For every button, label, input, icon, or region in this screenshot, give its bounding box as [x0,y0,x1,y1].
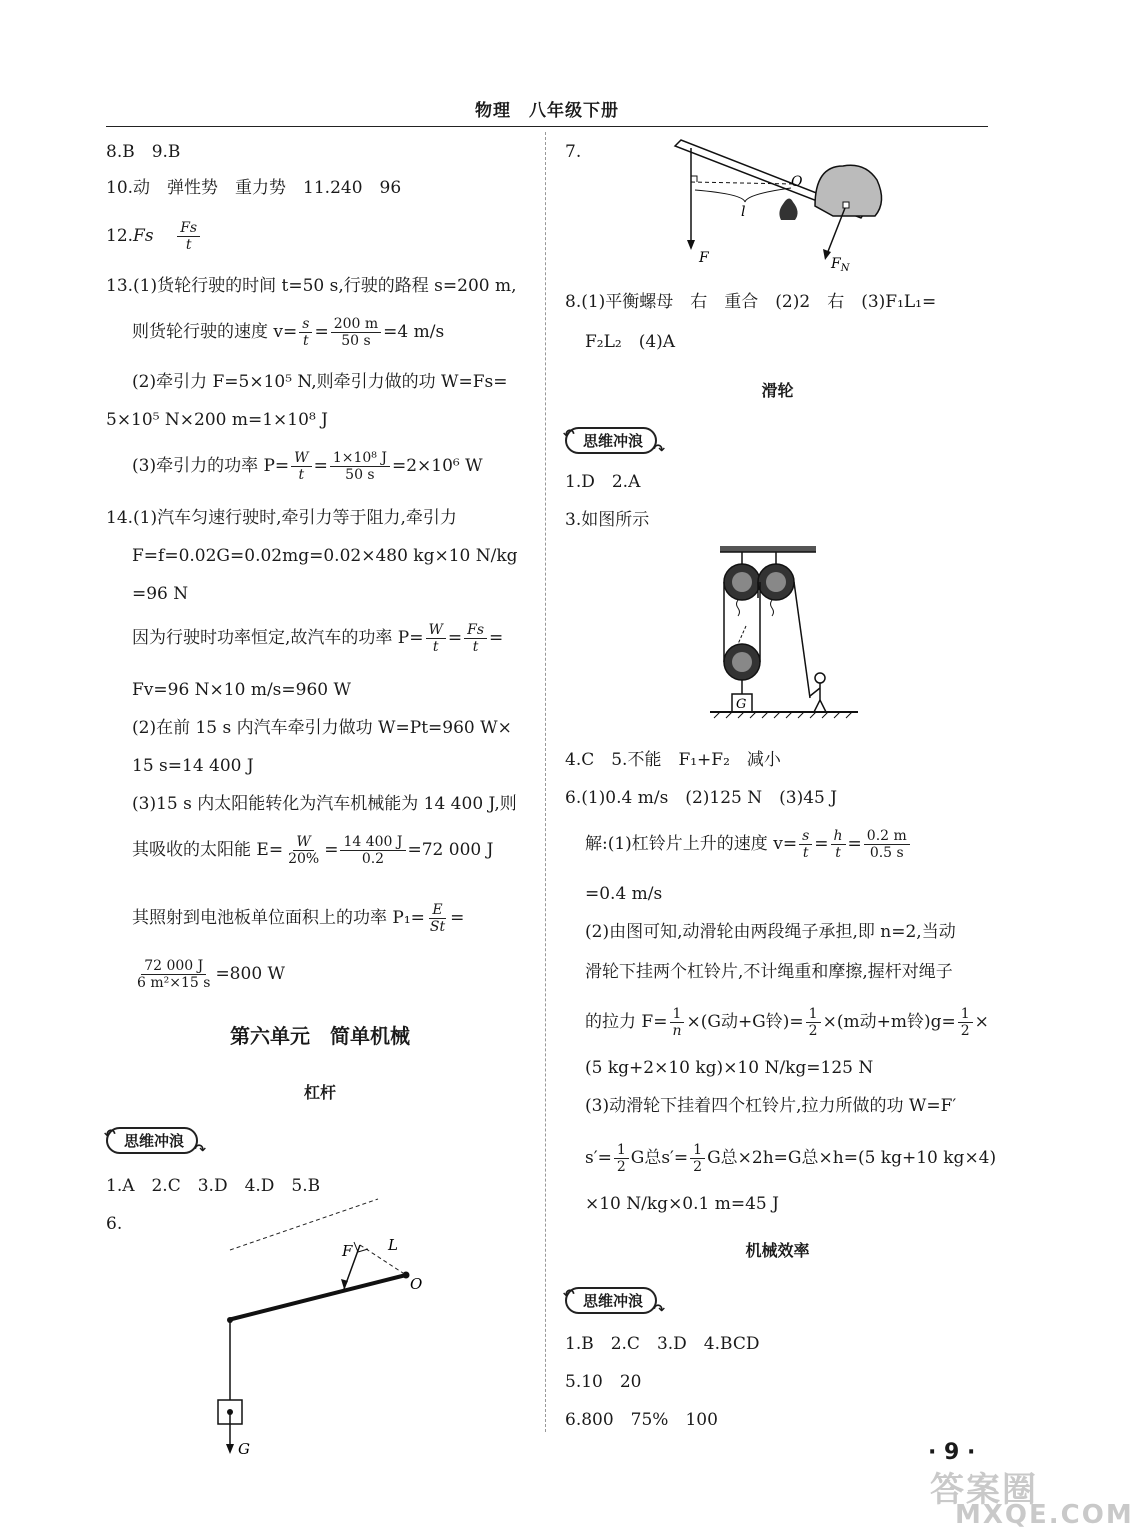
numerator: s [299,316,312,333]
answer-line: =96 N [132,584,189,604]
unit-title: 第六单元 简单机械 [230,1024,410,1048]
answer-line: F=f=0.02G=0.02mg=0.02×480 kg×10 N/kg [132,546,518,566]
answer-line: 3.如图所示 [565,510,650,530]
answer-line: 4.C 5.不能 F₁+F₂ 减小 [565,750,781,770]
denominator: 2 [616,1159,626,1175]
label-l: l [741,204,746,220]
q-number: 6. [106,1214,123,1234]
answer-line: 1.D 2.A [565,472,641,492]
thinking-badge [104,1126,207,1158]
badge-label: 思维冲浪 [583,431,644,450]
text: G总×2h=G总×h=(5 kg+10 kg×4) [707,1148,997,1168]
denominator: 2 [960,1023,970,1039]
denominator: t [185,237,192,253]
denominator: 2 [693,1159,703,1175]
fraction [285,834,322,867]
watermark-url: MXQE.COM [955,1500,1134,1530]
denominator: St [429,919,446,935]
label-FN [830,256,851,274]
text: 的拉力 F= [585,1012,668,1032]
text: s′= [585,1148,612,1168]
rope-link [738,626,746,644]
label-F: F [342,1242,353,1260]
solution-line [585,1142,996,1175]
curl-icon: ↶ [104,1126,116,1143]
answer-line: 8.B 9.B [106,142,181,162]
arrowhead [226,1444,234,1454]
text: G总s′= [630,1148,689,1168]
label-G: G [238,1440,250,1458]
text: = [489,628,504,648]
section-title-lever: 杠杆 [303,1083,336,1102]
text: ×(m动+m铃)g= [822,1012,956,1032]
answer-line: 8.(1)平衡螺母 右 重合 (2)2 右 (3)F₁L₁= [565,292,937,312]
answer-line: 其吸收的太阳能 E= $\frac{W}{20\%}$ = $\frac{14 400 J}{0.2}$ =72 000 J [132,834,494,867]
fraction [799,828,812,861]
label-O: O [410,1275,423,1293]
solution-line: ×10 N/kg×0.1 m=45 J [585,1194,779,1214]
answer-line: Fv=96 N×10 m/s=960 W [132,680,351,700]
answer-line-12 [106,220,202,253]
lever-bar [228,1275,406,1320]
text: = [450,908,465,928]
denominator: 0.2 [361,851,385,867]
solution-line: 解:(1)杠铃片上升的速度 v= $\frac{s}{t}$ = $\frac{h}{t}$ = $\frac{0.2 m}{0.5 s}$ [585,828,912,861]
formula: Fs [133,226,154,246]
numerator: 0.2 m [864,828,910,845]
text: = [314,322,329,342]
solution-line [585,1006,989,1039]
fraction [806,1006,821,1039]
fraction [690,1142,705,1175]
denominator: 0.5 s [869,845,904,861]
text: =4 m/s [383,322,445,342]
answer-line: 14.(1)汽车匀速行驶时,牵引力等于阻力,牵引力 [106,508,457,528]
solution-line: (5 kg+2×10 kg)×10 N/kg=125 N [585,1058,874,1078]
text: × [974,1012,989,1032]
answer-line: (3)牵引力的功率 P= $\frac{W}{t}$ = $\frac{\text{1×10⁸ J}}{50 s}$ =2×10⁶ W [132,450,483,483]
curl-icon: ↶ [563,1286,575,1303]
force-line [230,1199,378,1250]
text: 因为行驶时功率恒定,故汽车的功率 P= [132,628,424,648]
thinking-badge [563,1286,666,1318]
denominator: 6 m²×15 s [137,975,211,991]
pulley-hub [732,652,752,672]
person-head [815,673,825,683]
hook-wire [771,600,774,616]
solution-line: =0.4 m/s [585,884,663,904]
curl-icon: ↷ [194,1141,207,1158]
page-number: · 9 · [928,1440,976,1465]
answer-line: 6.800 75% 100 [565,1410,718,1430]
answer-line: 5.10 20 [565,1372,642,1392]
person-leg [814,700,820,712]
denominator: t [303,333,309,349]
ceiling [720,546,816,552]
numerator: s [799,828,812,845]
thinking-badge [563,426,666,458]
solution-line: 滑轮下挂两个杠铃片,不计绳重和摩擦,握杆对绳子 [585,962,953,982]
answer-line: 因为行驶时功率恒定,故汽车的功率 P= $\frac{W}{t}$ = $\frac{Fs}{t}$ = [132,622,504,655]
answer-line: 5×10⁵ N×200 m=1×10⁸ J [106,410,328,430]
text: =2×10⁶ W [391,456,483,476]
curl-icon: ↷ [653,441,666,458]
label-O: O [791,174,803,190]
denominator: 50 s [345,467,375,483]
text: ×(G动+G铃)= [686,1012,804,1032]
answer-line: 10.动 弹性势 重力势 11.240 96 [106,178,402,198]
denominator: 2 [808,1023,818,1039]
q-number: 7. [565,142,582,162]
numerator: 1 [958,1006,973,1023]
label-FN-sub: N [840,263,850,274]
hook-wire [737,600,740,616]
fraction [330,450,390,483]
solution-line: (2)由图可知,动滑轮由两段绳子承担,即 n=2,当动 [585,922,956,942]
denominator: 50 s [341,333,371,349]
numerator: Fs [177,220,200,237]
q-number: 12. [106,226,134,246]
label-G: G [736,697,747,712]
fraction [177,220,200,253]
answer-line: (3)15 s 内太阳能转化为汽车机械能为 14 400 J,则 [132,794,517,814]
text: =800 W [215,964,286,984]
numerator: 14 400 J [340,834,405,851]
right-angle-mark [691,176,697,182]
text: 解:(1)杠铃片上升的速度 v= [585,834,798,854]
text: 其吸收的太阳能 E= [132,840,284,860]
answer-line: 1.A 2.C 3.D 4.D 5.B [106,1176,321,1196]
badge-label: 思维冲浪 [124,1131,185,1150]
numerator: 1 [670,1006,685,1023]
numerator: 1 [690,1142,705,1159]
section-title-efficiency: 机械效率 [745,1241,810,1260]
rope-pull [794,582,810,698]
denominator: n [672,1023,682,1039]
numerator: W [291,450,311,467]
fraction [614,1142,629,1175]
numerator: W [293,834,313,851]
denominator: t [835,845,841,861]
text: 其照射到电池板单位面积上的功率 P₁= [132,908,425,928]
denominator: t [298,467,305,483]
arrowhead [687,240,695,250]
fraction [299,316,312,349]
label-F: F [699,250,709,266]
badge-box [563,1286,666,1318]
numerator: 1 [614,1142,629,1159]
lever-figure [202,1198,522,1458]
page-header: 物理 八年级下册 [475,101,619,121]
person-leg [820,700,826,712]
numerator: 1×10⁸ J [330,450,390,467]
numerator: h [831,828,846,845]
solution-line: (3)动滑轮下挂着四个杠铃片,拉力所做的功 W=F′ [585,1096,957,1116]
fraction [669,1006,684,1039]
lever-rock-figure [665,136,905,276]
answer-line [132,958,285,991]
badge-box [104,1126,207,1158]
badge-label: 思维冲浪 [583,1291,644,1310]
answer-line: 13.(1)货轮行驶的时间 t=50 s,行驶的路程 s=200 m, [106,276,517,296]
answer-line: 1.B 2.C 3.D 4.BCD [565,1334,760,1354]
denominator: t [432,639,439,655]
person-arm [810,688,820,696]
numerator: Fs [464,622,487,639]
text: =72 000 J [407,840,494,860]
answer-line: (2)牵引力 F=5×10⁵ N,则牵引力做的功 W=Fs= [132,372,508,392]
answer-line: 6.(1)0.4 m/s (2)125 N (3)45 J [565,788,838,808]
curl-icon: ↷ [653,1301,666,1318]
answer-line: F₂L₂ (4)A [585,332,676,352]
text: 则货轮行驶的速度 v= [132,322,298,342]
badge-box [563,426,666,458]
numerator: W [426,622,446,639]
header-rule [106,126,988,127]
numerator: 1 [806,1006,821,1023]
numerator: 200 m [331,316,381,333]
fulcrum-stone [779,198,797,220]
watermark-logo: 答案圈 [930,1470,1038,1510]
curl-icon: ↶ [563,426,575,443]
text: (3)牵引力的功率 P= [132,456,290,476]
answer-line [132,316,444,349]
fraction [291,450,311,483]
label-L: L [388,1236,398,1254]
numerator: E [429,902,445,919]
fraction [831,828,846,861]
arrowhead [823,249,831,260]
fraction [864,828,910,861]
fraction [958,1006,973,1039]
fraction [331,316,381,349]
fraction [134,958,213,991]
pulley-figure [710,542,860,732]
contact-mark [843,202,849,208]
numerator: 72 000 J [141,958,206,975]
arm-brace [695,188,791,202]
right-angle-mark [354,1242,368,1252]
denominator: 20% [288,851,320,867]
answer-line: 15 s=14 400 J [132,756,254,776]
denominator: t [472,639,479,655]
denominator: t [802,845,809,861]
answer-line: (2)在前 15 s 内汽车牵引力做功 W=Pt=960 W× [132,718,512,738]
fraction [340,834,405,867]
pulley-hub [732,572,752,592]
column-divider [545,132,546,1432]
answer-line [132,902,464,935]
section-title-pulley: 滑轮 [761,381,794,400]
label-FN-main: F [831,256,841,272]
fraction [426,622,446,655]
fraction [464,622,487,655]
fraction [427,902,448,935]
pulley-hub [766,572,786,592]
